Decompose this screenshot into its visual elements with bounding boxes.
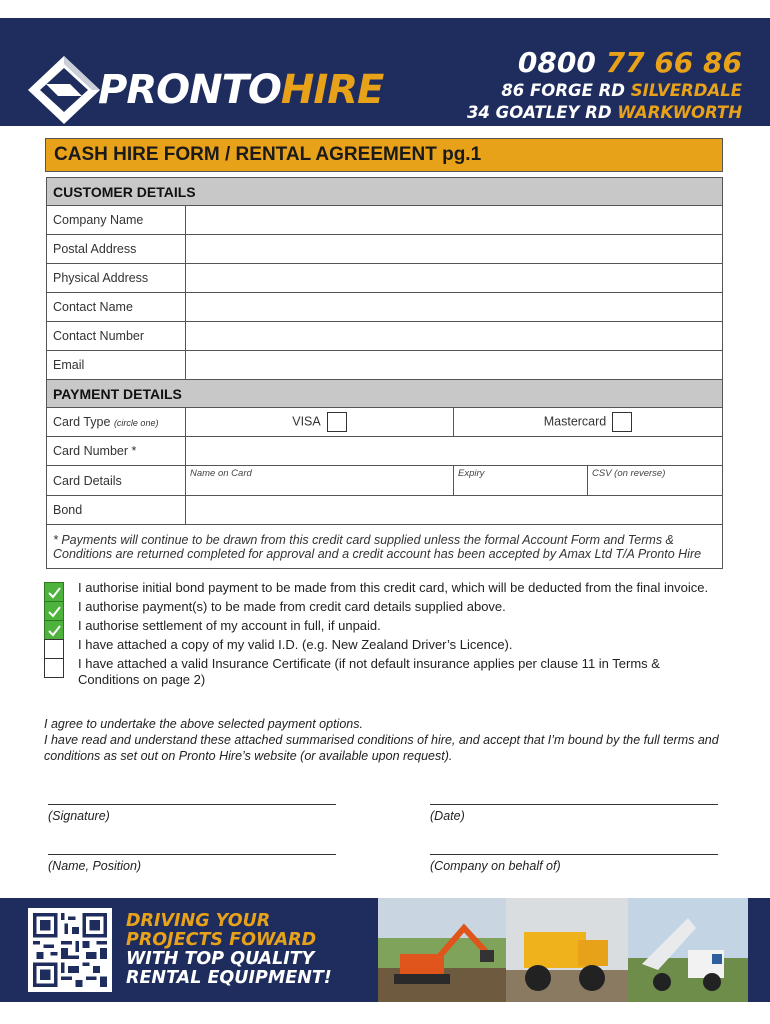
mastercard-label: Mastercard [543,414,607,429]
agreement-text [44,716,734,764]
logo-text-pronto: PRONTO [98,67,281,113]
form-title: CASH HIRE FORM / RENTAL AGREEMENT pg.1 [45,138,723,172]
tagline-line-3: WITH TOP QUALITY [126,949,315,969]
phone-number [467,46,742,80]
expiry-label: Expiry [458,468,485,479]
tagline-line-1: DRIVING YOUR [126,911,271,931]
date-caption: (Date) [430,809,465,823]
physical-address-label: Physical Address [47,264,186,293]
postal-address-field[interactable] [186,235,723,264]
expiry-field[interactable] [454,466,588,496]
name-on-card-field[interactable] [186,466,454,496]
company-name-field[interactable] [186,206,723,235]
signature-caption: (Signature) [48,809,110,823]
address2-street: 34 GOATLEY RD [466,103,612,122]
agreement-line-1: I agree to undertake the above selected payment options. [44,717,363,731]
address2-town: WARKWORTH [617,103,742,122]
card-number-label: Card Number * [47,437,186,466]
card-number-field[interactable] [186,437,723,466]
pronto-hire-logo [26,54,383,126]
physical-address-field[interactable] [186,264,723,293]
dumper-photo [506,898,628,1002]
contact-number-label: Contact Number [47,322,186,351]
card-type-hint: (circle one) [113,418,159,428]
date-line[interactable] [430,804,718,823]
check-item-text: I have attached a valid Insurance Certificate (if not default insurance applies per clause 11 in Terms & Conditions on page 2) [78,656,660,687]
tagline-line-2: PROJECTS FOWARD [126,930,317,950]
hire-form-table [46,177,723,569]
address-warkworth [467,102,742,124]
agreement-line-2: I have read and understand these attached summarised conditions of hire, and accept that I’m bound by the full terms and conditions as set out on Pronto Hire’s website (or available upon request). [44,733,719,763]
bond-field[interactable] [186,496,723,525]
check-item-text: I authorise payment(s) to be made from credit card details supplied above. [78,599,506,614]
card-details-label: Card Details [47,466,186,496]
name-position-line[interactable] [48,854,336,873]
check-item-settlement [44,618,724,634]
equipment-photos [378,898,748,1002]
csv-label: CSV (on reverse) [592,468,666,479]
authorisation-checklist [44,580,724,691]
check-item-text: I have attached a copy of my valid I.D. (e.g. New Zealand Driver’s Licence). [78,637,513,652]
name-on-card-label: Name on Card [190,468,252,479]
check-item-text: I authorise initial bond payment to be made from this credit card, which will be deducted from the final invoice. [78,580,709,595]
payment-details-header: PAYMENT DETAILS [47,380,723,408]
check-item-payments [44,599,724,615]
card-type-label [47,408,186,437]
footer-tagline [126,912,332,988]
company-line[interactable] [430,854,718,873]
unchecked-checkbox[interactable] [44,658,64,678]
contact-name-field[interactable] [186,293,723,322]
email-label: Email [47,351,186,380]
company-caption: (Company on behalf of) [430,859,561,873]
phone-digits: 77 66 86 [605,46,742,79]
postal-address-label: Postal Address [47,235,186,264]
header-banner [0,18,770,126]
name-position-caption: (Name, Position) [48,859,142,873]
signature-line[interactable] [48,804,336,823]
visa-label: VISA [292,414,321,429]
card-type-text: Card Type [53,415,111,429]
payment-note: * Payments will continue to be drawn from this credit card supplied unless the formal Account Form and Terms & Conditions are returned completed for approval and a credit account has been accepted by Amax Ltd T/A Pronto Hire [47,525,723,569]
visa-checkbox[interactable] [327,412,347,432]
company-name-label: Company Name [47,206,186,235]
mastercard-option[interactable] [454,408,723,437]
bond-label: Bond [47,496,186,525]
footer-banner [0,898,770,1002]
contact-info [467,46,742,124]
contact-number-field[interactable] [186,322,723,351]
phone-prefix: 0800 [517,46,596,79]
visa-option[interactable] [186,408,454,437]
csv-field[interactable] [588,466,723,496]
check-item-bond [44,580,724,596]
email-field[interactable] [186,351,723,380]
check-item-id [44,637,724,653]
customer-details-header: CUSTOMER DETAILS [47,178,723,206]
tipper-truck-photo [628,898,748,1002]
tagline-line-4: RENTAL EQUIPMENT! [126,968,332,988]
mastercard-checkbox[interactable] [612,412,632,432]
address1-town: SILVERDALE [630,81,742,100]
logo-mark-icon [26,54,102,126]
check-item-insurance [44,656,724,688]
contact-name-label: Contact Name [47,293,186,322]
excavator-photo [378,898,506,1002]
check-item-text: I authorise settlement of my account in full, if unpaid. [78,618,381,633]
qr-code-icon [28,908,112,992]
logo-text-hire: HIRE [280,67,384,113]
address1-street: 86 FORGE RD [501,81,625,100]
address-silverdale [467,80,742,102]
